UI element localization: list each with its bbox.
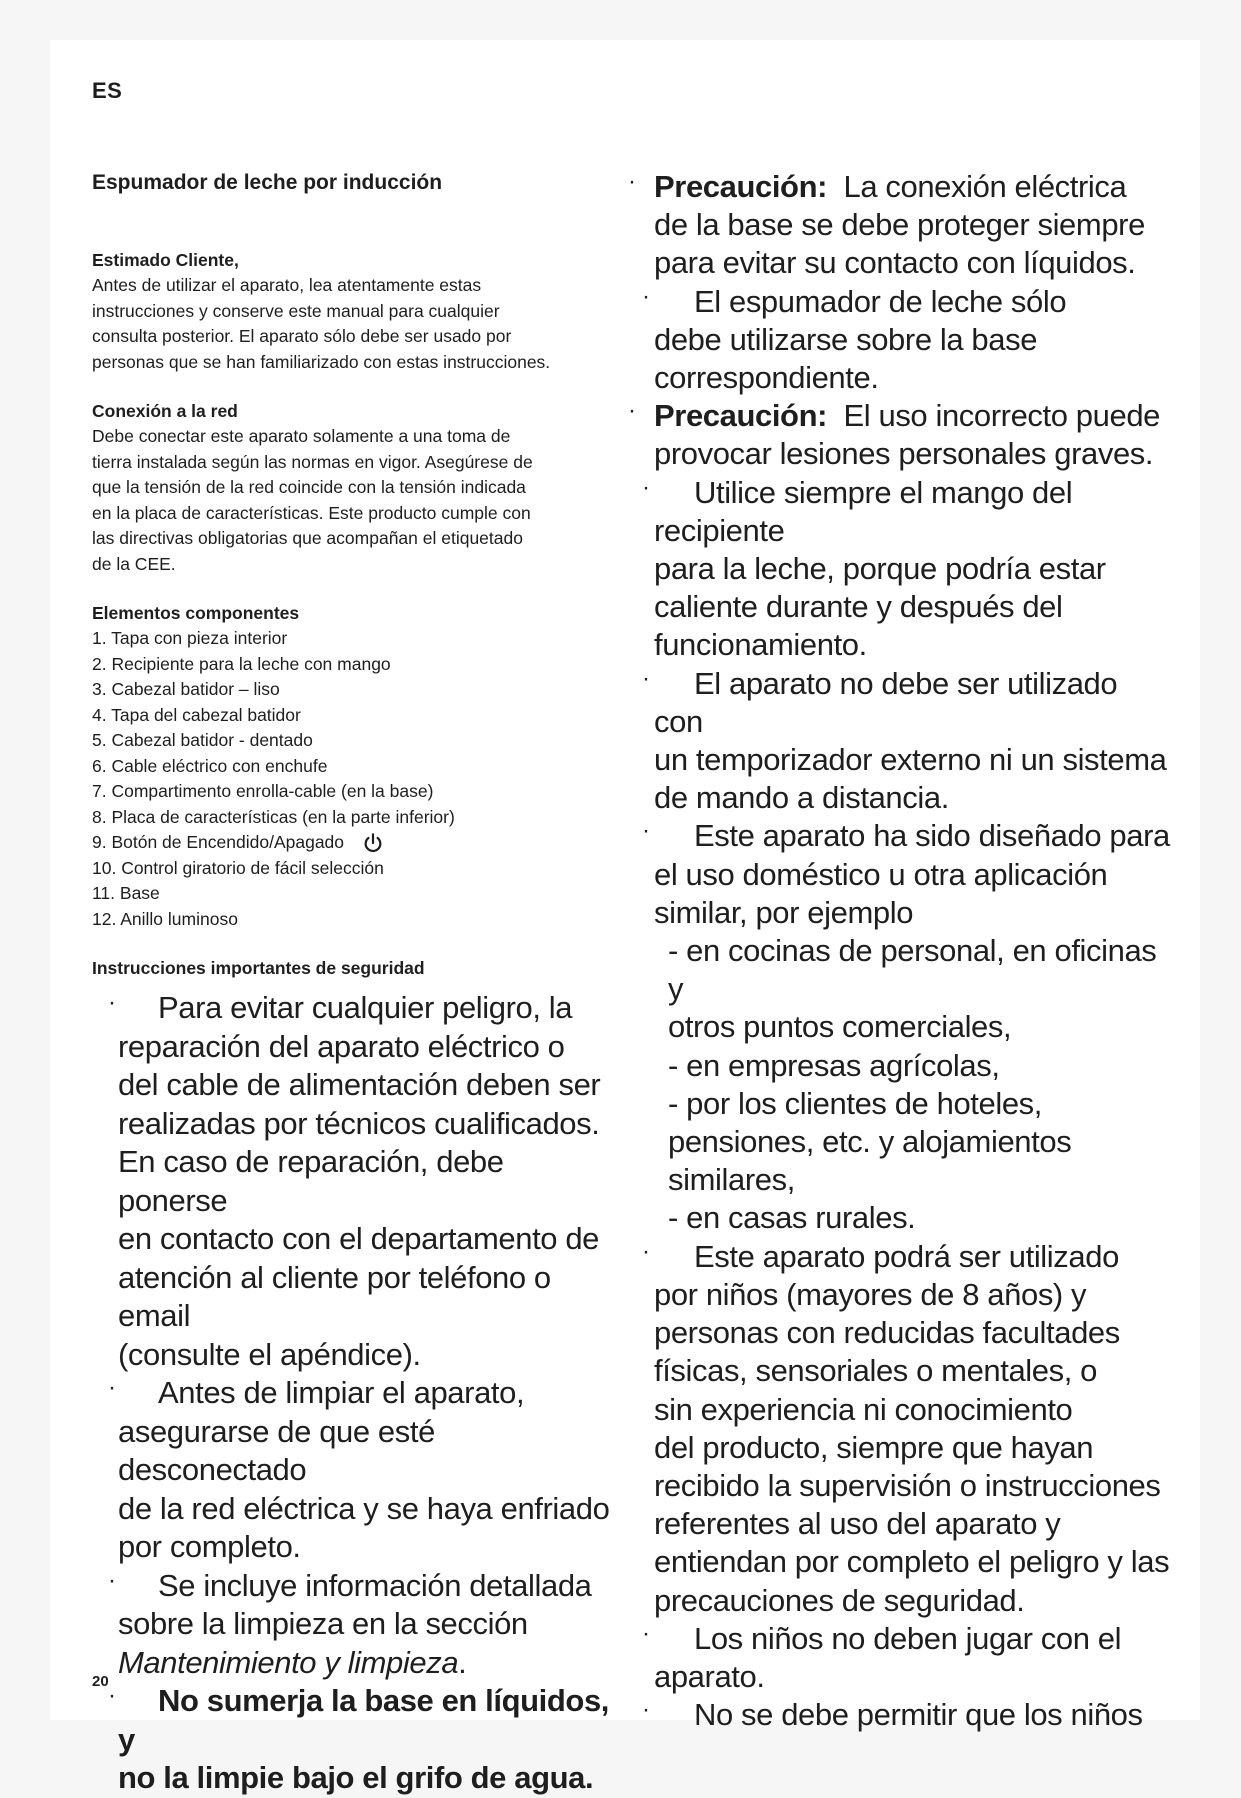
list-item: 10. Control giratorio de fácil selección: [92, 857, 384, 878]
safety-heading: Instrucciones importantes de seguridad: [92, 958, 425, 978]
safety-item: · Este aparato podrá ser utilizado por niños (mayores de 8 años) y personas con reducidas facultades físicas, sensoriales o mentales, o sin experiencia ni conocimiento del producto, siempre que hayan recibido la supervisión o instrucciones referentes al uso del aparato y entiendan por completo el peligro y las precauciones de seguridad.: [642, 1237, 1170, 1618]
connection-line: en la placa de características. Este producto cumple con: [92, 502, 531, 523]
components-list: [92, 626, 612, 932]
bullet-dot: ·: [108, 1566, 116, 1594]
connection-line: las directivas obligatorias que acompañan el etiquetado: [92, 528, 523, 548]
connection-line: tierra instalada según las normas en vigor. Asegúrese de: [92, 451, 533, 472]
caution-item: · Precaución: El uso incorrecto puede provocar lesiones personales graves.: [628, 397, 1160, 472]
bullet-dot: ·: [642, 1696, 650, 1724]
connection-heading: Conexión a la red: [92, 401, 238, 421]
list-item: 3. Cabezal batidor – liso: [92, 679, 280, 699]
safety-item: · El espumador de leche sólo debe utilizarse sobre la base correspondiente.: [642, 282, 1067, 396]
connection-line: Debe conectar este aparato solamente a una toma de: [92, 426, 511, 446]
bullet-dot: ·: [642, 282, 650, 310]
caution-label: Precaución:: [654, 169, 828, 204]
list-item: 4. Tapa del cabezal batidor: [92, 704, 301, 725]
safety-item: · Este aparato ha sido diseñado para el uso doméstico u otra aplicación similar, por ejemplo - en cocinas de personal, en oficinas y otros puntos comerciales, - en empresas agrícolas, - por los clientes de hoteles, pensiones, etc. y alojamientos similares, - en casas rurales.: [628, 817, 1173, 1237]
bullet-dot: ·: [642, 817, 650, 845]
greeting-line: Antes de utilizar el aparato, lea atentamente estas: [92, 275, 482, 295]
components-section: [92, 601, 612, 932]
bullet-dot: ·: [628, 397, 636, 425]
bullet-dot: ·: [642, 664, 650, 692]
safety-item: · Los niños no deben jugar con el aparato.: [642, 1619, 1122, 1694]
list-item: 8. Placa de características (en la parte inferior): [92, 806, 455, 827]
right-column: [628, 168, 1173, 1734]
usage-examples: - en cocinas de personal, en oficinas y otros puntos comerciales, - en empresas agrícolas, - por los clientes de hoteles, pensiones, etc. y alojamientos similares, - en casas rurales.: [668, 933, 1157, 1236]
language-code: ES: [92, 78, 123, 103]
greeting-line: personas que se han familiarizado con estas instrucciones.: [92, 351, 551, 372]
greeting-line: instrucciones y conserve este manual para cualquier: [92, 300, 500, 321]
greeting-section: [92, 248, 612, 375]
greeting-heading: Estimado Cliente,: [92, 250, 239, 270]
safety-item: · El aparato no debe ser utilizado con un temporizador externo ni un sistema de mando a distancia.: [642, 664, 1167, 816]
connection-line: que la tensión de la red coincide con la tensión indicada: [92, 477, 526, 497]
connection-line: de la CEE.: [92, 553, 176, 574]
safety-item: · Utilice siempre el mango del recipiente para la leche, porque podría estar caliente durante y después del funcionamiento.: [642, 473, 1106, 663]
greeting-line: consulta posterior. El aparato sólo debe ser usado por: [92, 326, 512, 346]
list-item: 7. Compartimento enrolla-cable (en la base): [92, 781, 434, 801]
page-number: 20: [92, 1673, 109, 1690]
bullet-dot: ·: [642, 473, 650, 501]
list-item: 2. Recipiente para la leche con mango: [92, 653, 391, 674]
components-heading: Elementos componentes: [92, 603, 300, 623]
list-item: 5. Cabezal batidor - dentado: [92, 730, 313, 750]
safety-item: · Se incluye información detallada sobre la limpieza en la sección Mantenimiento y limpieza.: [108, 1566, 592, 1680]
safety-item: · Antes de limpiar el aparato, asegurarse de que esté desconectado de la red eléctrica y se haya enfriado por completo.: [108, 1374, 610, 1564]
left-column: [92, 170, 612, 1798]
safety-item: · Para evitar cualquier peligro, la reparación del aparato eléctrico o del cable de alimentación deben ser realizadas por técnicos cualificados. En caso de reparación, debe ponerse en contacto con el departamento de atención al cliente por teléfono o email (consulte el apéndice).: [108, 989, 601, 1372]
section-reference: Mantenimiento y limpieza: [118, 1644, 459, 1680]
list-item: 12. Anillo luminoso: [92, 908, 238, 929]
safety-item: · No se debe permitir que los niños: [642, 1696, 1143, 1733]
safety-section: [92, 956, 612, 1798]
safety-item: · No sumerja la base en líquidos, y no la limpie bajo el grifo de agua.: [108, 1682, 610, 1795]
list-item: 1. Tapa con pieza interior: [92, 628, 288, 648]
connection-section: [92, 399, 612, 577]
list-item: 11. Base: [92, 883, 160, 903]
bullet-dot: ·: [108, 1682, 116, 1709]
bullet-dot: ·: [108, 989, 116, 1016]
caution-label: Precaución:: [654, 398, 828, 434]
power-icon: [362, 832, 384, 854]
safety-list: [92, 989, 612, 1798]
bullet-dot: ·: [108, 1374, 116, 1401]
bullet-dot: ·: [628, 168, 636, 195]
list-item: 9. Botón de Encendido/Apagado: [92, 830, 612, 856]
document-title: Espumador de leche por inducción: [92, 171, 443, 194]
bullet-dot: ·: [642, 1237, 650, 1265]
bullet-dot: ·: [642, 1619, 650, 1647]
caution-item: · Precaución: La conexión eléctrica de la base se debe proteger siempre para evitar su contacto con líquidos.: [628, 168, 1145, 281]
list-item: 6. Cable eléctrico con enchufe: [92, 755, 328, 776]
